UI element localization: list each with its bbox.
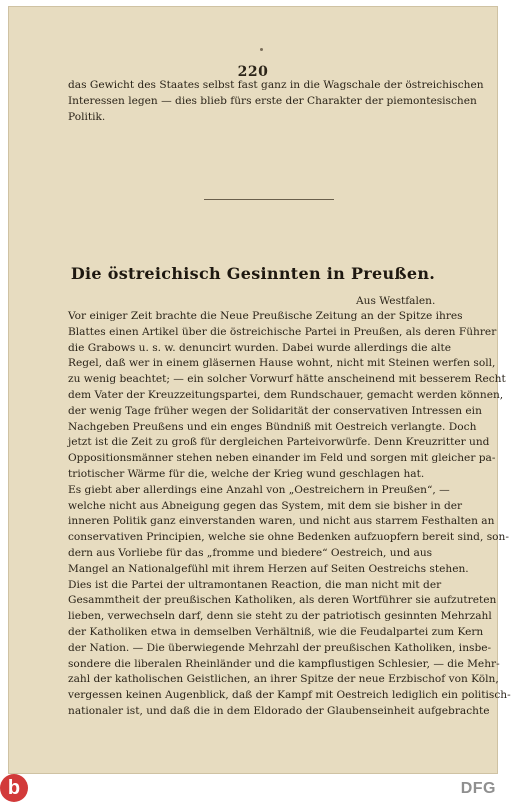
text-line: Dies ist die Partei der ultramontanen Reaction, die man nicht mit der	[68, 578, 442, 591]
text-line: der Katholiken etwa in demselben Verhältniß, wie die Feudalpartei zum Kern	[68, 625, 484, 638]
text-line: sondere die liberalen Rheinländer und die kampflustigen Schlesier, — die Mehr-	[68, 657, 500, 670]
viewer-footer-bar	[0, 774, 504, 802]
text-line: Regel, daß wer in einem gläsernen Hause wohnt, nicht mit Steinen werfen soll,	[68, 357, 496, 370]
body-text	[68, 309, 511, 720]
section-divider	[204, 199, 334, 200]
text-line: die Grabows u. s. w. denuncirt wurden. Dabei wurde allerdings die alte	[68, 341, 452, 354]
text-line: zahl der katholischen Geistlichen, an ihrer Spitze der neue Erzbischof von Köln,	[68, 673, 499, 686]
text-line: conservativen Principien, welche sie ohne Bedenken aufzuopfern bereit sind, son-	[68, 531, 509, 544]
text-line: Nachgeben Preußens und ein enges Bündniß mit Oestreich verlangte. Doch	[68, 420, 477, 433]
text-line: dern aus Vorliebe für das „fromme und biedere“ Oestreich, und aus	[68, 546, 433, 559]
byline: Aus Westfalen.	[356, 295, 436, 307]
text-line: vergessen keinen Augenblick, daß der Kampf mit Oestreich lediglich ein politisch-	[68, 689, 511, 702]
b-logo-icon[interactable]: b	[0, 774, 28, 802]
page-speck	[260, 48, 263, 51]
text-line: Es giebt aber allerdings eine Anzahl von „Oestreichern in Preußen“, —	[68, 483, 450, 496]
text-line: dem Vater der Kreuzzeitungspartei, dem Rundschauer, gemacht werden können,	[68, 388, 504, 401]
text-line: Vor einiger Zeit brachte die Neue Preußische Zeitung an der Spitze ihres	[68, 310, 463, 322]
text-line: zu wenig beachtet; — ein solcher Vorwurf hätte anscheinend mit besserem Recht	[68, 373, 506, 386]
section-heading: Die östreichisch Gesinnten in Preußen.	[70, 264, 436, 283]
text-line: inneren Politik ganz einverstanden waren, und nicht aus starrem Festhalten an	[68, 515, 495, 528]
text-line: Mangel an Nationalgefühl mit ihrem Herzen auf Seiten Oestreichs stehen.	[68, 562, 469, 575]
text-line: Politik.	[68, 110, 106, 123]
text-line: lieben, verwechseln darf, denn sie steht zu der patriotisch gesinnten Mehrzahl	[68, 610, 492, 623]
text-line: Oppositionsmänner stehen neben einander im Feld und sorgen mit gleicher pa-	[68, 452, 496, 465]
text-line: nationaler ist, und daß die in dem Eldorado der Glaubenseinheit aufgebrachte	[68, 704, 490, 717]
text-line: triotischer Wärme für die, welche der Krieg wund geschlagen hat.	[68, 467, 425, 480]
text-line: welche nicht aus Abneigung gegen das System, mit dem sie bisher in der	[68, 499, 463, 512]
scanned-page	[8, 6, 511, 774]
text-line: der wenig Tage früher wegen der Solidarität der conservativen Intressen ein	[68, 404, 482, 417]
text-line: jetzt ist die Zeit zu groß für dergleichen Parteivorwürfe. Denn Kreuzritter und	[68, 436, 490, 449]
page-number: 220	[237, 64, 269, 80]
text-line: das Gewicht des Staates selbst fast ganz in die Wagschale der östreichischen	[68, 79, 484, 91]
text-line: Gesammtheit der preußischen Katholiken, als deren Wortführer sie aufzutreten	[68, 594, 497, 607]
dfg-logo: DFG	[460, 780, 496, 797]
text-line: der Nation. — Die überwiegende Mehrzahl der preußischen Katholiken, insbe-	[68, 641, 492, 654]
text-line: Interessen legen — dies blieb fürs erste der Charakter der piemontesischen	[68, 94, 477, 107]
text-line: Blattes einen Artikel über die östreichische Partei in Preußen, als deren Führer	[68, 325, 497, 338]
top-paragraph	[68, 78, 484, 125]
